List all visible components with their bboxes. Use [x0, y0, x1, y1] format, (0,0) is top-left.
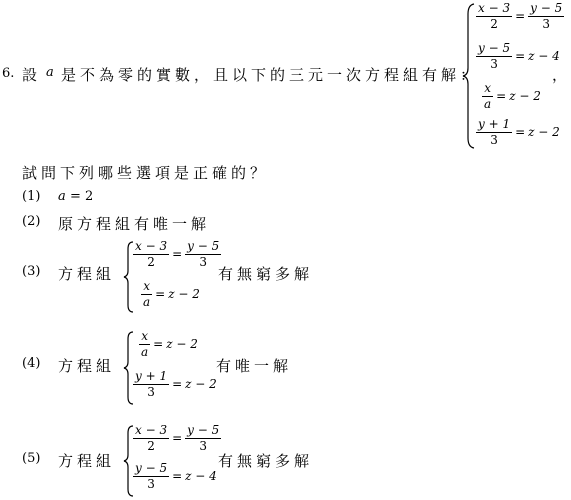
fraction: $\frac{y + 1}{3}$: [135, 369, 168, 399]
fraction: $\frac{y + 1}{3}$: [478, 117, 511, 147]
option-4-suffix: 有唯一解: [216, 357, 293, 375]
fraction: $\frac{x}{a}$: [143, 279, 151, 309]
left-brace-icon: [462, 2, 476, 150]
option-2-text: 原方程組有唯一解: [58, 215, 211, 233]
option-5-suffix: 有無窮多解: [218, 452, 314, 470]
option-4-label: (4): [22, 356, 41, 371]
main-system: [462, 2, 562, 150]
fraction: $\frac{x - 3}{2}$: [478, 1, 511, 31]
option-3-system: [123, 239, 220, 314]
fraction: $\frac{x - 3}{2}$: [135, 239, 168, 269]
option-3-prefix: 方程組: [58, 265, 116, 283]
option-5-eq-2: $\frac{y - 5}{3}$ = z − 4: [135, 461, 217, 491]
option-1-variable: a: [58, 189, 66, 204]
option-5-prefix: 方程組: [58, 452, 116, 470]
stem-variable: a: [46, 65, 54, 80]
option-4-system: [123, 329, 217, 406]
fraction: $\frac{y - 5}{3}$: [187, 423, 220, 453]
fraction: $\frac{y - 5}{3}$: [530, 1, 563, 31]
fraction: $\frac{y - 5}{3}$: [187, 239, 220, 269]
main-eq-4: $\frac{y + 1}{3}$ = z − 2: [478, 117, 560, 147]
option-5-label: (5): [22, 451, 41, 466]
option-1-label: (1): [22, 189, 41, 204]
option-5-system: [123, 423, 220, 498]
option-2-label: (2): [22, 214, 41, 229]
stem-prefix: 設: [22, 66, 42, 84]
problem-number: 6.: [2, 66, 15, 81]
option-3-eq-1: $\frac{x - 3}{2}$ = $\frac{y - 5}{3}$: [135, 239, 220, 269]
fraction: $\frac{y - 5}{3}$: [135, 461, 168, 491]
fraction: $\frac{x - 3}{2}$: [135, 423, 168, 453]
option-4-eq-2: $\frac{y + 1}{3}$ = z − 2: [135, 369, 217, 399]
main-eq-3: $\frac{x}{a}$ = z − 2: [484, 81, 541, 111]
option-3-suffix: 有無窮多解: [218, 265, 314, 283]
question-text: 試問下列哪些選項是正確的？: [22, 164, 270, 182]
fraction: $\frac{y - 5}{3}$: [478, 41, 511, 71]
fraction: $\frac{x}{a}$: [484, 81, 492, 111]
option-3-label: (3): [22, 264, 41, 279]
main-eq-1: $\frac{x - 3}{2}$ = $\frac{y - 5}{3}$: [478, 1, 563, 31]
option-1-value: = 2: [70, 189, 94, 204]
option-3-eq-2: $\frac{x}{a}$ = z − 2: [143, 279, 200, 309]
option-4-eq-1: $\frac{x}{a}$ = z − 2: [141, 329, 198, 359]
option-4-prefix: 方程組: [58, 357, 116, 375]
main-eq-2: $\frac{y - 5}{3}$ = z − 4: [478, 41, 560, 71]
option-5-eq-1: $\frac{x - 3}{2}$ = $\frac{y - 5}{3}$: [135, 423, 220, 453]
fraction: $\frac{x}{a}$: [141, 329, 149, 359]
stem-comma: ，: [552, 66, 571, 84]
stem-text: 是不為零的實數，且以下的三元一次方程組有解：: [61, 66, 480, 84]
